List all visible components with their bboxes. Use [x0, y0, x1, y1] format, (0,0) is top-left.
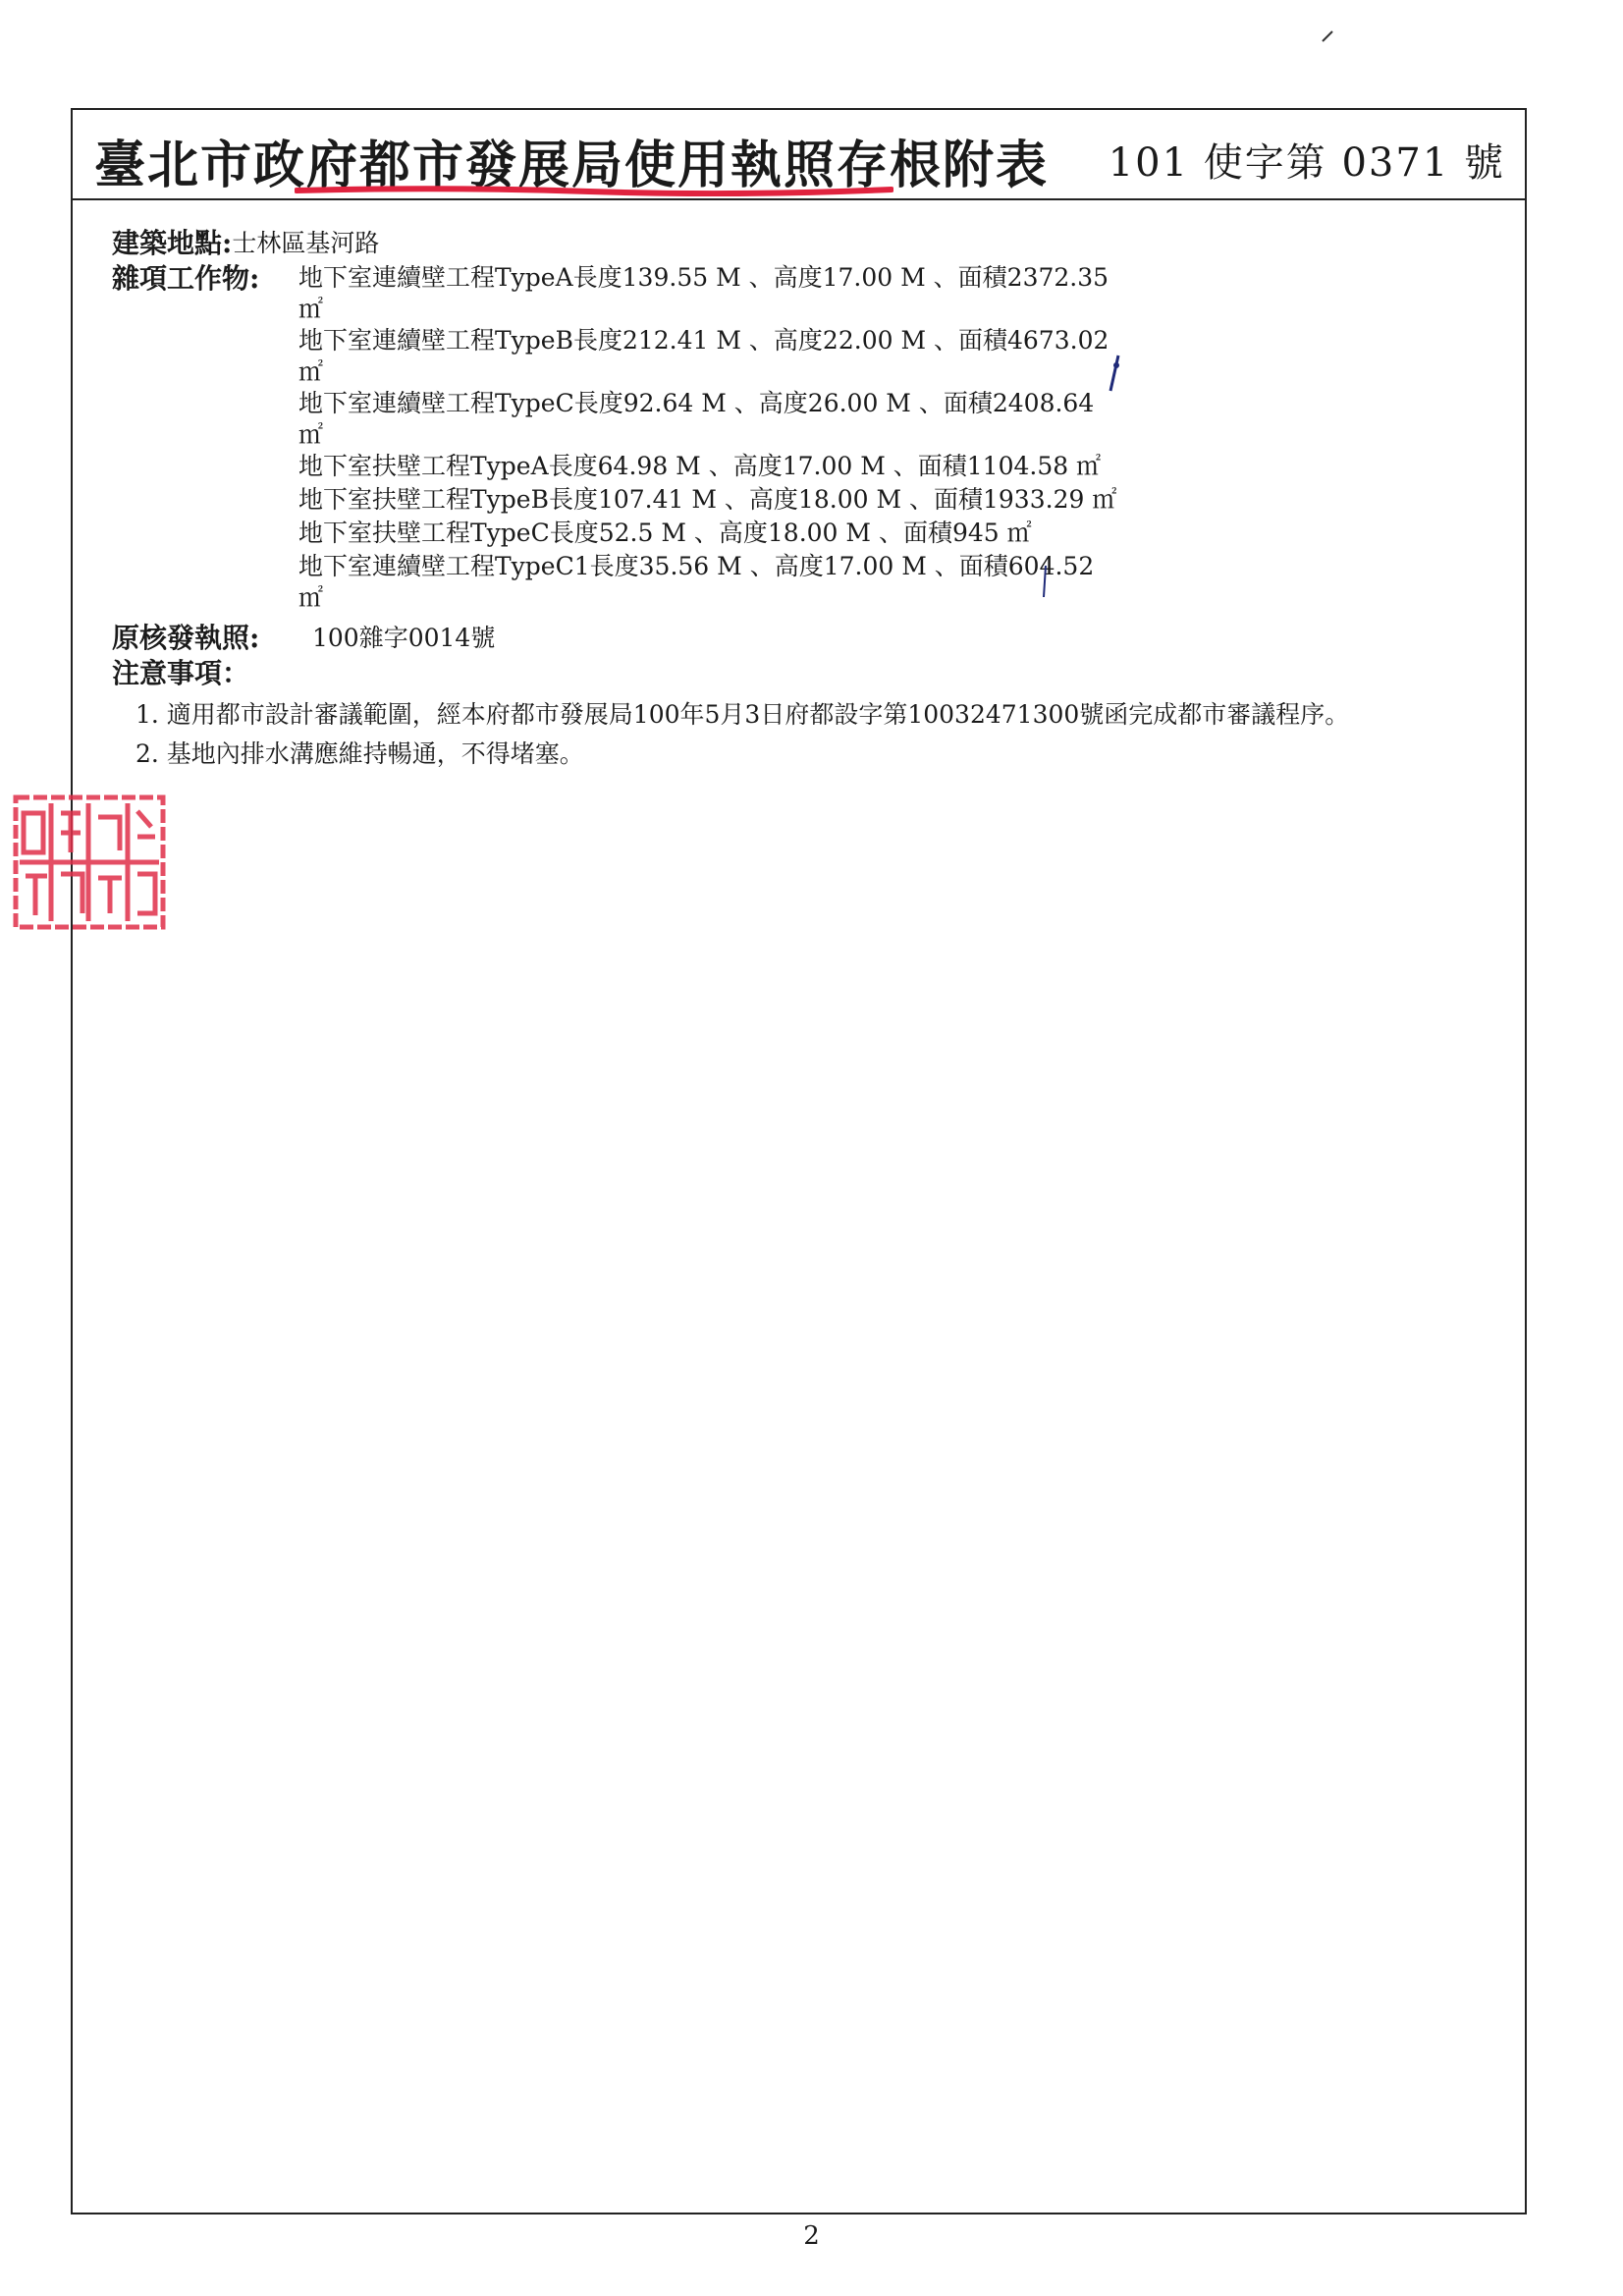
list-item	[298, 324, 1116, 387]
page-number: 2	[803, 2221, 820, 2251]
pen-mark	[1036, 562, 1055, 601]
official-seal-stamp	[12, 793, 167, 931]
permit-number: 101 使字第 0371 號	[1108, 140, 1505, 186]
list-item	[298, 261, 1116, 324]
item-unit: ㎡	[1076, 452, 1102, 480]
header-row	[73, 110, 1525, 200]
item-text: 地下室扶壁工程TypeB長度107.41 M 、高度18.00 M 、面積1933.29	[298, 485, 1085, 514]
site-location-label: 建築地點:	[112, 227, 233, 259]
notes-heading: 注意事項：	[112, 657, 250, 689]
misc-works-list	[298, 261, 1116, 613]
list-item	[298, 483, 1116, 517]
original-permit-label: 原核發執照:	[112, 622, 260, 654]
item-unit: ㎡	[298, 583, 324, 612]
document-frame	[71, 108, 1527, 2214]
pen-mark	[1321, 29, 1334, 43]
item-text: 地下室連續壁工程TypeC1長度35.56 M 、高度17.00 M 、面積604.52	[298, 552, 1095, 580]
misc-works-section	[112, 261, 1487, 613]
document-body	[112, 226, 1487, 774]
site-location-value: 士林區基河路	[232, 229, 380, 257]
item-unit: ㎡	[1006, 519, 1032, 547]
item-unit: ㎡	[298, 295, 324, 323]
notes-list	[135, 695, 1487, 774]
item-text: 地下室扶壁工程TypeC長度52.5 M 、高度18.00 M 、面積945	[298, 519, 1000, 547]
note-item: 2. 基地內排水溝應維持暢通，不得堵塞。	[135, 739, 584, 768]
item-text: 地下室連續壁工程TypeA長度139.55 M 、高度17.00 M 、面積2372.35	[298, 263, 1109, 292]
item-text: 地下室扶壁工程TypeA長度64.98 M 、高度17.00 M 、面積1104.58	[298, 452, 1069, 480]
misc-works-label: 雜項工作物:	[112, 262, 260, 295]
list-item	[298, 550, 1116, 613]
list-item	[298, 517, 1116, 550]
item-unit: ㎡	[1092, 485, 1117, 514]
list-item	[298, 450, 1116, 483]
pen-mark	[1105, 354, 1124, 393]
red-underline-mark	[295, 185, 893, 196]
item-unit: ㎡	[298, 357, 324, 386]
original-permit-value: 100雜字0014號	[312, 624, 496, 652]
document-title: 臺北市政府都市發展局使用執照存根附表	[94, 136, 1050, 195]
item-unit: ㎡	[298, 420, 324, 449]
original-permit-row	[112, 621, 1487, 656]
item-text: 地下室連續壁工程TypeC長度92.64 M 、高度26.00 M 、面積2408.64	[298, 389, 1095, 417]
list-item	[298, 387, 1116, 450]
item-text: 地下室連續壁工程TypeB長度212.41 M 、高度22.00 M 、面積4673.02	[298, 326, 1109, 355]
site-location-row	[112, 226, 1487, 261]
note-item: 1. 適用都市設計審議範圍，經本府都市發展局100年5月3日府都設字第10032471300號函完成都市審議程序。	[135, 700, 1350, 729]
